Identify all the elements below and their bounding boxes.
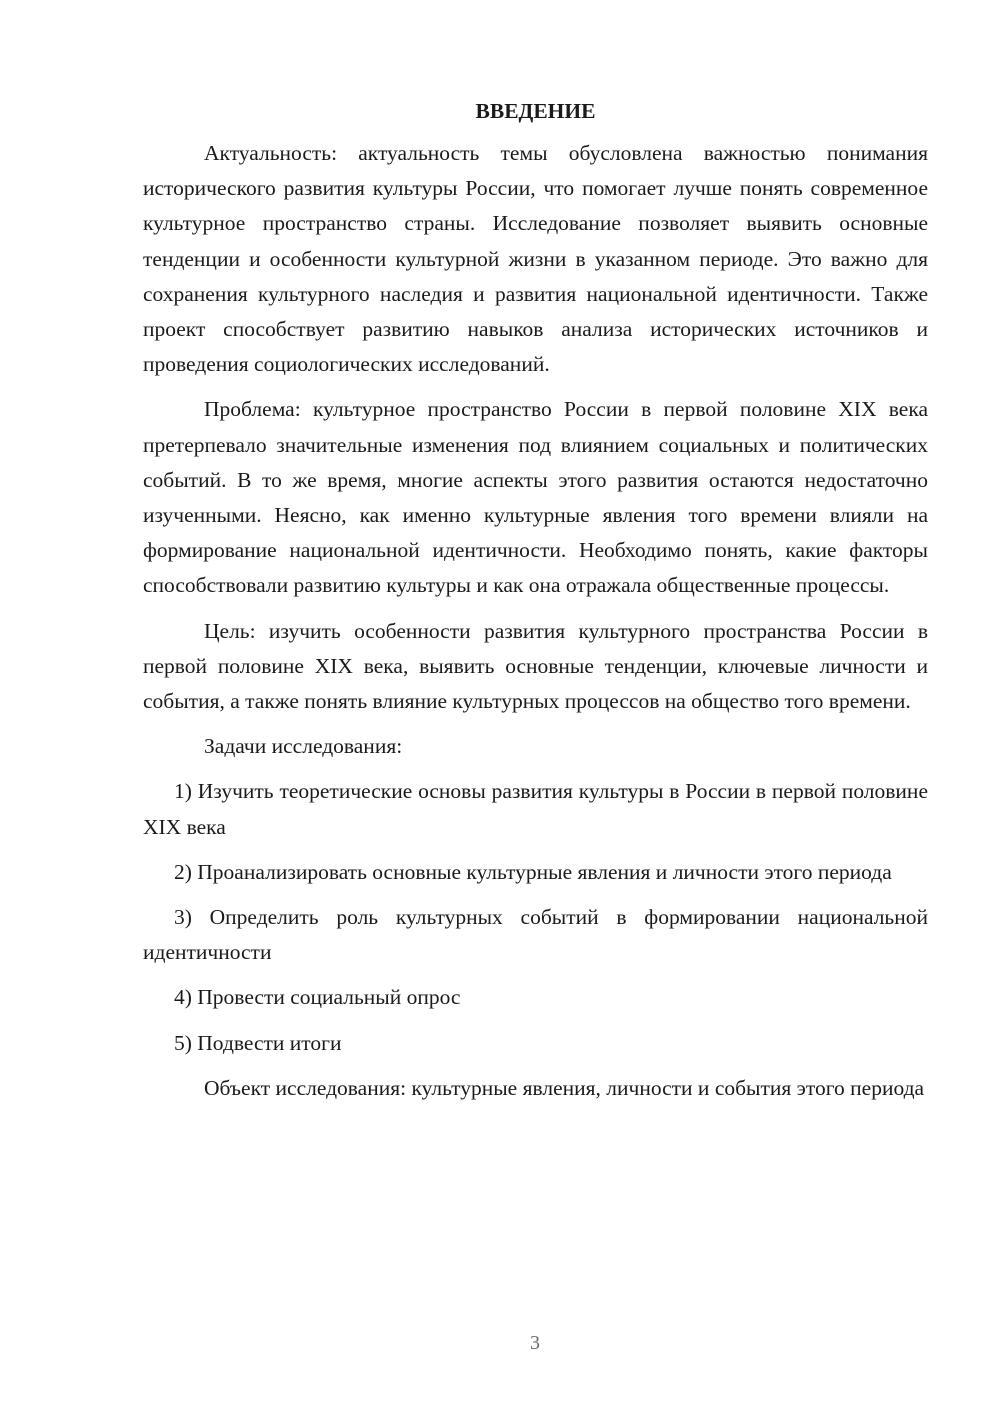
task-item-2: 2) Проанализировать основные культурные явления и личности этого периода bbox=[174, 859, 892, 884]
task-item-1: 1) Изучить теоретические основы развития культуры в России в первой половине XIX века bbox=[143, 779, 928, 839]
task-item-5: 5) Подвести итоги bbox=[174, 1030, 342, 1055]
tasks-list bbox=[143, 774, 928, 1060]
tasks-heading: Задачи исследования: bbox=[204, 734, 403, 759]
object-paragraph: Объект исследования: культурные явления, личности и события этого периода bbox=[204, 1075, 925, 1100]
page-content bbox=[143, 96, 928, 1116]
relevance-paragraph: Актуальность: актуальность темы обусловлена важностью понимания исторического развития культуры России, что помогает лучше понять современное культурное пространство страны. Исследование позволяет выявить основные тенденции и особенности культурной жизни в указанном периоде. Это важно для сохранения культурного наследия и развития национальной идентичности. Также проект способствует развитию навыков анализа исторических источников и проведения социологических исследований. bbox=[143, 141, 928, 377]
section-title: ВВЕДЕНИЕ bbox=[475, 99, 596, 123]
goal-paragraph: Цель: изучить особенности развития культурного пространства России в первой половине XIX века, выявить основные тенденции, ключевые личности и события, а также понять влияние культурных процессов на общество того времени. bbox=[143, 618, 928, 714]
task-item-4: 4) Провести социальный опрос bbox=[174, 985, 461, 1010]
task-item-3: 3) Определить роль культурных событий в формировании национальной идентичности bbox=[143, 905, 928, 965]
problem-paragraph: Проблема: культурное пространство России в первой половине XIX века претерпевало значительные изменения под влиянием социальных и политических событий. В то же время, многие аспекты этого развития остаются недостаточно изученными. Неясно, как именно культурные явления того времени влияли на формирование национальной идентичности. Необходимо понять, какие факторы способствовали развитию культуры и как она отражала общественные процессы. bbox=[143, 397, 928, 598]
page-number: 3 bbox=[530, 1332, 540, 1354]
